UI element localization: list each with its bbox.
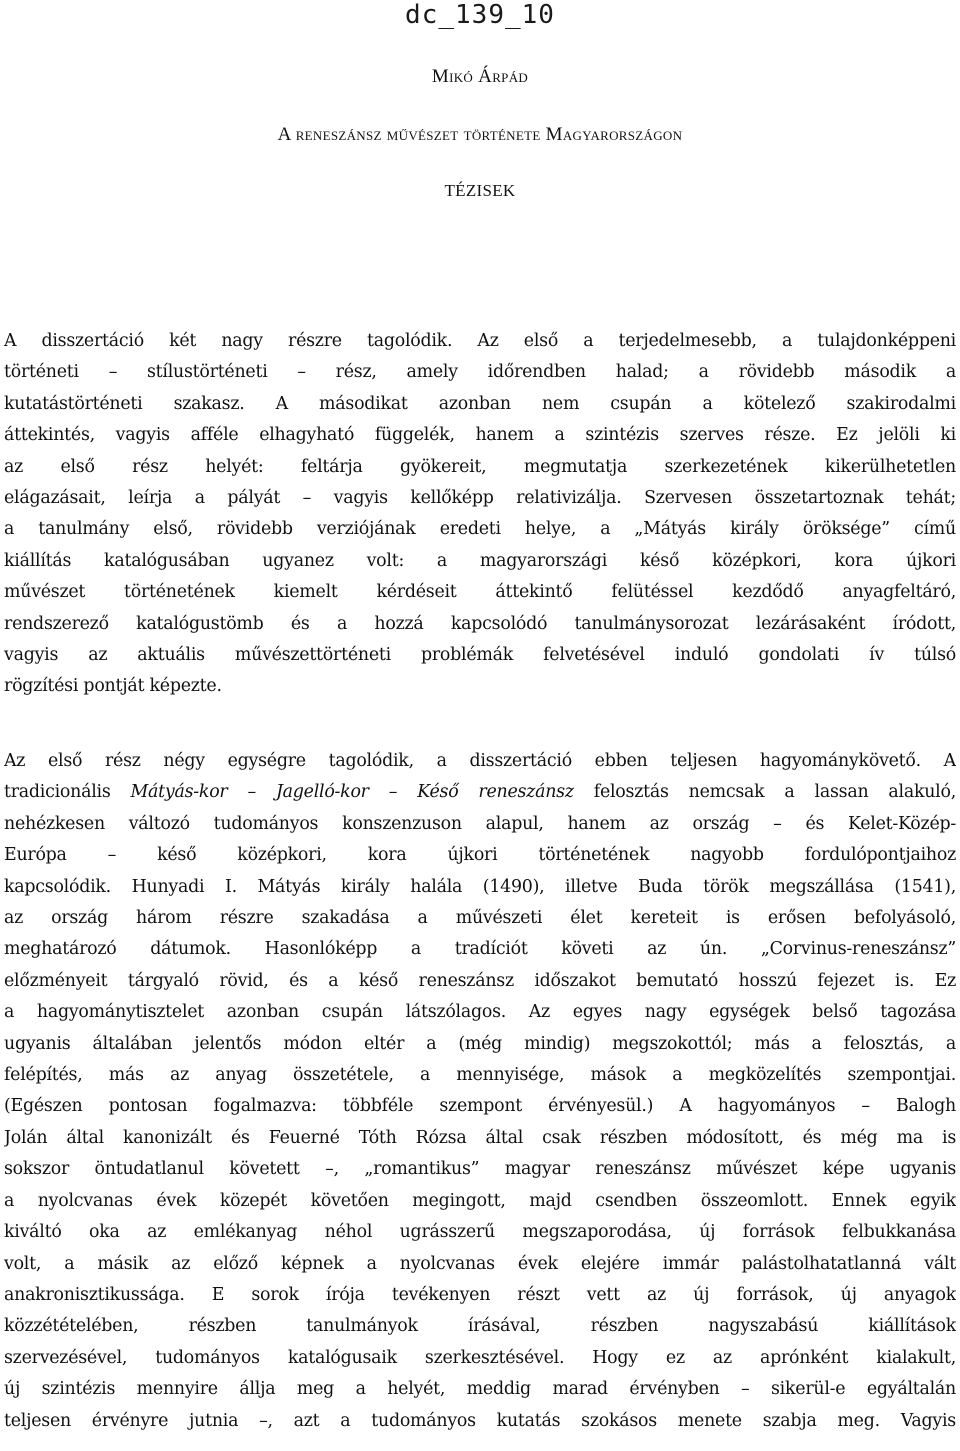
text-line: kapcsolódik. Hunyadi I. Mátyás király halála (1490), illetve Buda török megszállása (1541),: [4, 876, 956, 897]
text-line: művészet történetének kiemelt kérdéseit áttekintő felütéssel kezdődő anyagfeltáró,: [4, 582, 956, 603]
text-line: teljesen érvényre jutnia –, azt a tudományos kutatás szokásos menete szabja meg. Vagyis: [4, 1410, 956, 1431]
text-line: az ország három részre szakadása a művészeti élet kereteit is erősen befolyásoló,: [4, 908, 956, 929]
text-line: történeti – stílustörténeti – rész, amely időrendben halad; a rövidebb második a: [4, 362, 956, 383]
text-line: új szintézis mennyire állja meg a helyét, meddig marad érvényben – sikerül-e egyáltalán: [4, 1379, 956, 1400]
text-line: a hagyománytisztelet azonban csupán látszólagos. Az egyes nagy egységek belső tagozása: [4, 1002, 956, 1023]
text-line: meghatározó dátumok. Hasonlóképp a tradíciót követi az ún. „Corvinus-reneszánsz”: [4, 939, 956, 960]
text-line: nehézkesen változó tudományos konszenzuson alapul, hanem az ország – és Kelet-Közép-: [4, 813, 956, 834]
text-line: anakronisztikussága. E sorok írója tevékenyen részt vett az új források, új anyagok: [4, 1284, 956, 1305]
text-line: kiváltó oka az emlékanyag néhol ugrásszerű megszaporodása, új források felbukkanása: [4, 1222, 956, 1243]
text-line: rendszerező katalógustömb és a hozzá kapcsolódó tanulmánysorozat lezárásaként íródott,: [4, 613, 956, 634]
text-line: Az első rész négy egységre tagolódik, a disszertáció ebben teljesen hagyománykövető. A: [4, 751, 956, 771]
text-run: felosztás nemcsak a lassan alakuló,: [573, 782, 956, 803]
text-line: rögzítési pontját képezte.: [4, 676, 222, 697]
text-line: közzétételében, részben tanulmányok írásával, részben nagyszabású kiállítások: [4, 1316, 956, 1337]
paragraph-1: [4, 326, 956, 703]
text-line: A disszertáció két nagy részre tagolódik. Az első a terjedelmesebb, a tulajdonképpeni: [4, 331, 956, 351]
document-id: dc_139_10: [405, 0, 555, 30]
author-name: Mikó Árpád: [431, 66, 529, 87]
text-line-with-periods: [4, 777, 956, 808]
period-name-late-renaissance: Késő reneszánsz: [417, 782, 574, 803]
period-separator: –: [227, 782, 276, 803]
text-line: elágazásait, leírja a pályát – vagyis kellőképp relativizálja. Szervesen összetartoznak tehát;: [4, 488, 956, 509]
document-title: A reneszánsz művészet története Magyarországon: [277, 124, 683, 145]
paragraph-2: [4, 746, 956, 1437]
text-run: tradicionális: [4, 782, 131, 803]
text-line: Jolán által kanonizált és Feuerné Tóth Rózsa által csak részben módosított, és még ma is: [4, 1127, 956, 1148]
text-line: az első rész helyét: feltárja gyökereit, megmutatja szerkezetének kikerülhetetlen: [4, 456, 956, 477]
text-line: a nyolcvanas évek közepét követően megingott, majd csendben összeomlott. Ennek egyik: [4, 1190, 956, 1211]
text-line: kutatástörténeti szakasz. A másodikat azonban nem csupán a kötelező szakirodalmi: [4, 393, 956, 414]
text-line: szervezésével, tudományos katalógusaik szerkesztésével. Hogy ez az aprónként kialakult,: [4, 1347, 956, 1368]
text-line: kiállítás katalógusában ugyanez volt: a magyarországi késő középkori, kora újkori: [4, 550, 956, 571]
period-name-jagello: Jagelló-kor: [275, 782, 369, 803]
text-line: a tanulmány első, rövidebb verziójának eredeti helye, a „Mátyás király öröksége” című: [4, 519, 956, 540]
document-subtitle: TÉZISEK: [444, 181, 516, 200]
text-line: vagyis az aktuális művészettörténeti problémák felvetésével induló gondolati ív túlsó: [4, 645, 956, 666]
text-line: (Egészen pontosan fogalmazva: többféle szempont érvényesül.) A hagyományos – Balogh: [4, 1096, 956, 1117]
text-line: ugyanis általában jelentős módon eltér a (még mindig) megszokottól; más a felosztás, a: [4, 1033, 956, 1054]
text-line: volt, a másik az előző képnek a nyolcvanas évek elejére immár palástolhatatlanná vált: [4, 1253, 956, 1274]
text-line: Európa – késő középkori, kora újkori történetének nagyobb fordulópontjaihoz: [4, 845, 956, 866]
text-line: felépítés, más az anyag összetétele, a mennyisége, mások a megközelítés szempontjai.: [4, 1065, 956, 1086]
text-line: előzményeit tárgyaló rövid, és a késő reneszánsz időszakot bemutató hosszú fejezet is. Ez: [4, 970, 956, 991]
text-line: áttekintés, vagyis afféle elhagyható függelék, hanem a szintézis szerves része. Ez jelöli ki: [4, 425, 956, 446]
period-name-matyas: Mátyás-kor: [130, 782, 228, 803]
text-line: sokszor öntudatlanul követett –, „romantikus” magyar reneszánsz művészet képe ugyanis: [4, 1159, 956, 1180]
period-separator: –: [368, 782, 418, 803]
